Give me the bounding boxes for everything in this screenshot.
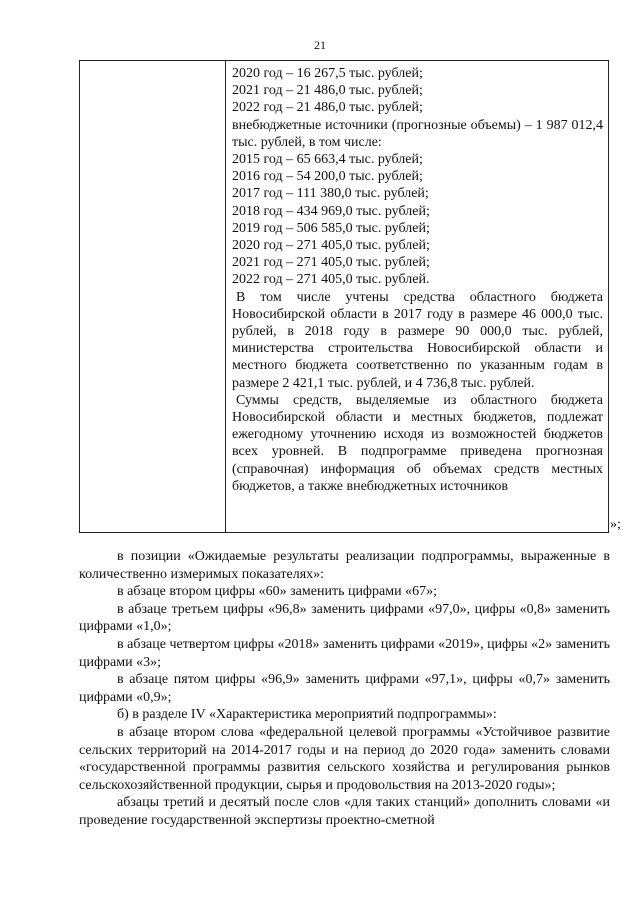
table-line: 2022 год – 21 486,0 тыс. рублей; — [232, 100, 423, 116]
table-line: 2017 год – 111 380,0 тыс. рублей; — [232, 186, 429, 202]
closing-quote: »; — [610, 517, 621, 532]
body-paragraph: в абзаце четвертом цифры «2018» заменить цифрами «2019», цифры «2» заменить цифрами «3»; — [79, 636, 610, 670]
table-line: 2018 год – 434 969,0 тыс. рублей; — [232, 203, 430, 219]
body-paragraph: абзацы третий и десятый после слов «для таких станций» дополнить словами «и проведение государственной экспертизы проектно-сметной — [79, 795, 610, 828]
budget-sums-paragraph: Суммы средств, выделяемые из областного бюджета Новосибирской области и местных бюджетов, подлежат ежегодному уточнению исходя из возможностей бюджетов всех уровней. В подпрограмме приведена прогнозная (справочная) информация об объемах средств местных бюджетов, а также внебюджетных источников — [232, 392, 603, 494]
table-line: 2019 год – 506 585,0 тыс. рублей; — [232, 220, 430, 236]
body-paragraph: в абзаце пятом цифры «96,9» заменить цифрами «97,1», цифры «0,7» заменить цифрами «0,9»; — [79, 672, 610, 705]
table-cell-financing — [232, 65, 603, 495]
body-paragraph: в абзаце втором цифры «60» заменить цифрами «67»; — [117, 584, 437, 600]
table-line: 2021 год – 271 405,0 тыс. рублей; — [232, 255, 430, 271]
table-line: 2015 год – 65 663,4 тыс. рублей; — [232, 152, 423, 168]
amendments-text — [79, 548, 610, 830]
body-paragraph: в позиции «Ожидаемые результаты реализации подпрограммы, выраженные в количественно измеримых показателях»: — [79, 549, 610, 582]
table-line: 2016 год – 54 200,0 тыс. рублей; — [232, 169, 423, 185]
body-paragraph: в абзаце третьем цифры «96,8» заменить цифрами «97,0», цифры «0,8» заменить цифрами «1,0»; — [79, 601, 610, 635]
table-line: 2021 год – 21 486,0 тыс. рублей; — [232, 83, 423, 99]
offbudget-sources-text: внебюджетные источники (прогнозные объемы) – 1 987 012,4 тыс. рублей, в том числе: — [232, 117, 603, 150]
body-paragraph: в абзаце втором слова «федеральной целевой программы «Устойчивое развитие сельских территорий на 2014-2017 годы и на период до 2020 года» заменить словами «государственной программы развития сельского хозяйства и регулирования рынков сельскохозяйственной продукции, сырья и продовольствия на 2013-2020 годы»; — [79, 724, 610, 793]
table-line: 2020 год – 16 267,5 тыс. рублей; — [232, 66, 423, 81]
financing-table — [79, 60, 609, 533]
body-paragraph: б) в разделе IV «Характеристика мероприятий подпрограммы»: — [117, 707, 497, 723]
table-column-divider — [225, 61, 226, 532]
included-funds-paragraph: В том числе учтены средства областного бюджета Новосибирской области в 2017 году в размере 46 000,0 тыс. рублей, в 2018 году в размере 90 000,0 тыс. рублей, министерства строительства Новосибирской области и местного бюджета соответственно по указанным годам в размере 2 421,1 тыс. рублей, и 4 736,8 тыс. рублей. — [232, 289, 603, 391]
table-line: 2022 год – 271 405,0 тыс. рублей. — [232, 272, 430, 288]
page-number: 21 — [314, 38, 326, 52]
table-line: 2020 год – 271 405,0 тыс. рублей; — [232, 238, 430, 254]
